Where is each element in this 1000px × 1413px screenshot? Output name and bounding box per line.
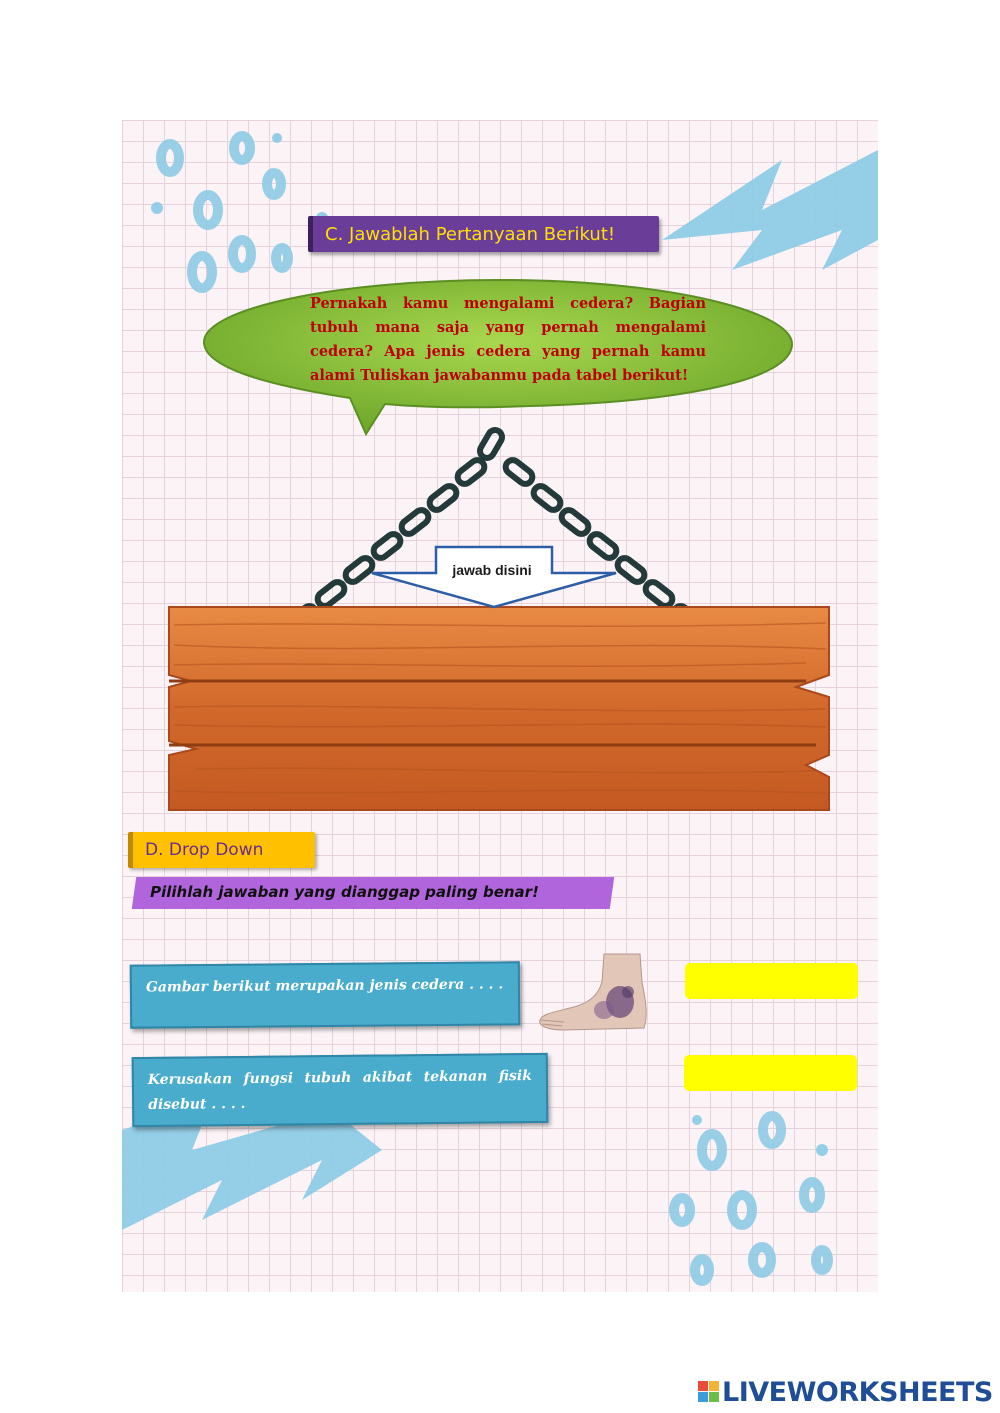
liveworksheets-icon xyxy=(698,1381,720,1403)
brand-name: LIVEWORKSHEETS xyxy=(722,1377,993,1408)
question-1-text: Gambar berikut merupakan jenis cedera . . . . xyxy=(145,976,504,996)
question-box-2 xyxy=(132,1053,549,1127)
answer-text-field[interactable] xyxy=(169,607,829,811)
section-d-banner xyxy=(128,832,315,868)
arrow-label: jawab disini xyxy=(452,562,532,578)
section-d-title: D. Drop Down xyxy=(145,840,264,860)
question-2-text: Kerusakan fungsi tubuh akibat tekanan fisik disebut . . . . xyxy=(147,1067,532,1114)
dropdown-answer-1[interactable] xyxy=(685,963,858,999)
section-c-title: C. Jawablah Pertanyaan Berikut! xyxy=(325,224,616,245)
section-c-banner xyxy=(308,216,659,252)
dropdown-answer-2[interactable] xyxy=(684,1055,857,1091)
question-text: Pernakah kamu mengalami cedera? Bagian tubuh mana saja yang pernah mengalami cedera? Apa jenis cedera yang pernah kamu alami Tuliskan jawabanmu pada tabel berikut! xyxy=(310,295,706,384)
worksheet-page xyxy=(122,120,878,1292)
injured-foot-image xyxy=(534,952,650,1034)
instruction-text: Pilihlah jawaban yang dianggap paling benar! xyxy=(150,883,539,901)
instruction-bar xyxy=(132,877,614,909)
question-box-1 xyxy=(130,961,521,1028)
